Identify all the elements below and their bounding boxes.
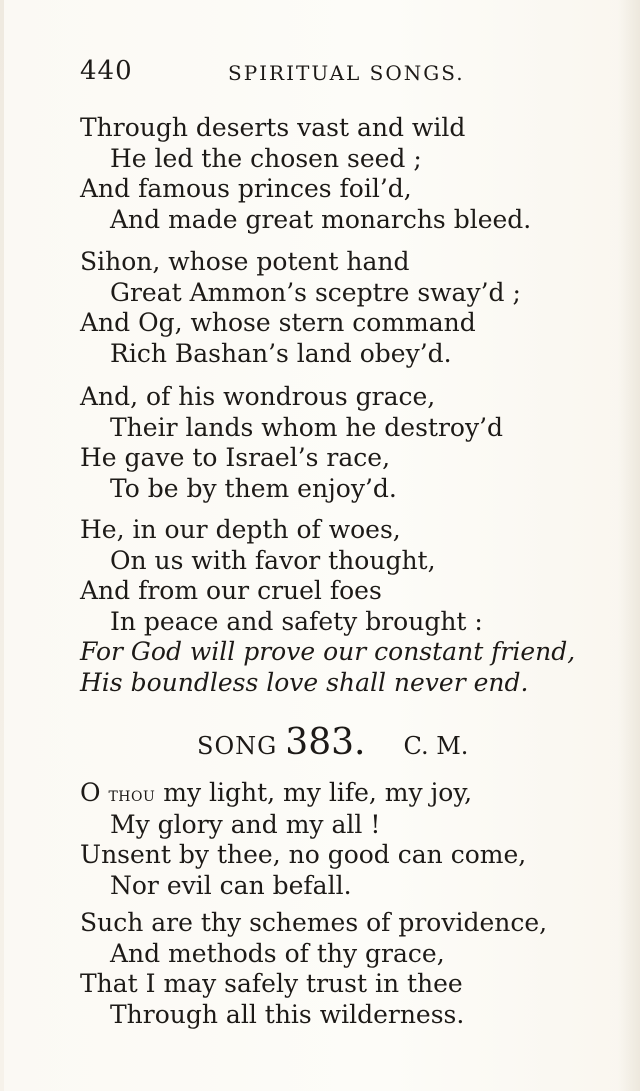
stanza-4 <box>80 515 600 698</box>
song-stanza-2 <box>80 908 600 1030</box>
verse-line: On us with favor thought, <box>110 545 436 575</box>
page-edge-left <box>0 0 4 1091</box>
first-letter: O <box>80 778 101 807</box>
verse-line: And from our cruel foes <box>80 576 382 605</box>
verse-line: And methods of thy grace, <box>110 938 445 968</box>
refrain-line: For God will prove our constant friend, <box>80 637 576 666</box>
song-heading <box>197 722 527 768</box>
verse-line: Through deserts vast and wild <box>80 113 466 142</box>
verse-line: He led the chosen seed ; <box>110 143 422 173</box>
song-meter: C. M. <box>403 732 469 760</box>
stanza-1 <box>80 113 600 235</box>
small-caps-word: thou <box>108 782 156 806</box>
verse-line: He gave to Israel’s race, <box>80 443 391 472</box>
verse-line: Through all this wilderness. <box>110 999 465 1029</box>
verse-line: My glory and my all ! <box>110 809 381 839</box>
verse-line: Unsent by thee, no good can come, <box>80 840 527 869</box>
song-number: 383. <box>285 722 366 763</box>
verse-line: Such are thy schemes of providence, <box>80 908 548 937</box>
verse-line: Great Ammon’s sceptre sway’d ; <box>110 277 521 307</box>
verse-line: Rich Bashan’s land obey’d. <box>110 338 452 368</box>
verse-line <box>80 778 600 810</box>
stanza-2 <box>80 247 600 369</box>
running-head: SPIRITUAL SONGS. <box>228 61 465 85</box>
page-edge-right <box>618 0 640 1091</box>
page-number: 440 <box>80 56 133 86</box>
stanza-3 <box>80 382 600 504</box>
verse-line: Sihon, whose potent hand <box>80 247 410 276</box>
song-stanza-1 <box>80 778 600 901</box>
verse-line: Nor evil can befall. <box>110 870 352 900</box>
verse-line: And Og, whose stern command <box>80 308 476 337</box>
refrain-line: His boundless love shall never end. <box>80 667 529 697</box>
verse-line: Their lands whom he destroy’d <box>110 412 504 442</box>
page-header <box>80 56 580 90</box>
verse-line: And famous princes foil’d, <box>80 174 412 203</box>
verse-line: To be by them enjoy’d. <box>110 473 397 503</box>
verse-line: He, in our depth of woes, <box>80 515 401 544</box>
verse-line: And made great monarchs bleed. <box>110 204 532 234</box>
verse-line: In peace and safety brought : <box>110 606 483 636</box>
first-line-rest: my light, my life, my joy, <box>163 778 473 807</box>
song-label: SONG <box>197 732 278 760</box>
verse-line: That I may safely trust in thee <box>80 969 463 998</box>
verse-line: And, of his wondrous grace, <box>80 382 436 411</box>
